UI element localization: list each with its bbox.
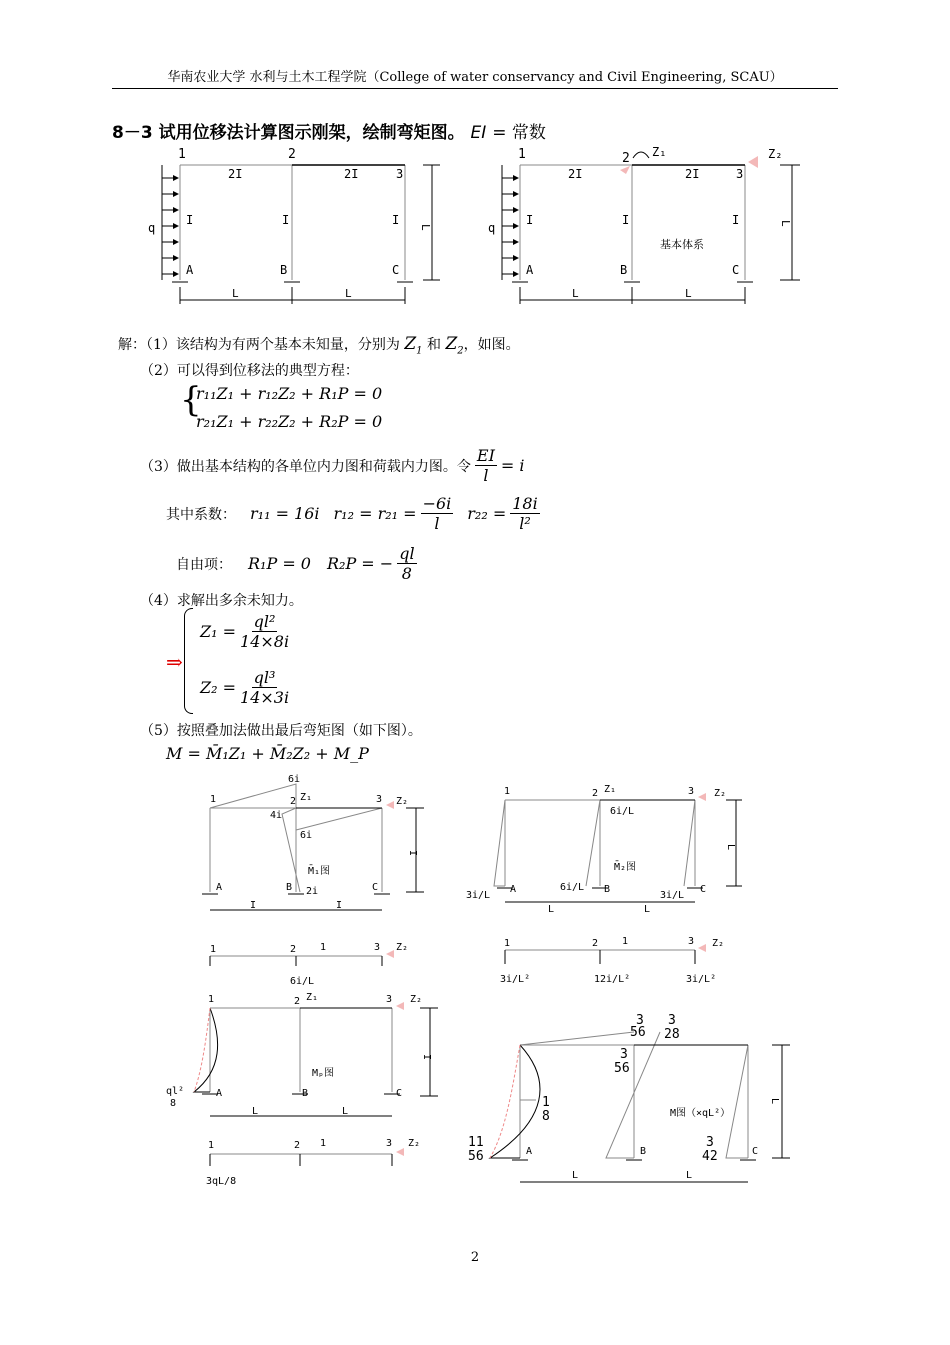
svg-text:42: 42 [702,1149,718,1164]
svg-text:L: L [252,1106,259,1117]
svg-text:L: L [342,1106,349,1117]
svg-text:3: 3 [376,794,383,805]
svg-text:11: 11 [468,1135,484,1150]
svg-text:1: 1 [320,942,327,953]
svg-text:1: 1 [208,994,215,1005]
free-terms: 自由项： R₁P = 0 R₂P = − $\frac{ql}{8}$ [176,544,415,583]
svg-text:6i/L: 6i/L [610,806,635,817]
svg-text:3i/L²: 3i/L² [686,974,717,985]
svg-text:A: A [526,263,534,277]
svg-text:C: C [732,263,740,277]
svg-text:C: C [372,882,379,893]
svg-text:I: I [186,213,194,227]
svg-text:3qL/8: 3qL/8 [206,1176,237,1187]
svg-text:Z₁: Z₁ [604,784,617,795]
svg-text:8: 8 [542,1109,550,1124]
svg-text:56: 56 [614,1061,630,1076]
svg-text:C: C [700,884,707,895]
svg-text:C: C [392,263,400,277]
equation-1: r₁₁Z₁ + r₁₂Z₂ + R₁P = 0 [196,384,383,403]
svg-text:Z₁: Z₁ [306,992,319,1003]
svg-text:2I: 2I [685,167,700,181]
step-5: （5）按照叠加法做出最后弯矩图（如下图）。 [140,723,422,739]
svg-text:I: I [421,1054,432,1061]
svg-text:Z₂: Z₂ [396,942,409,953]
svg-text:M̄₂图: M̄₂图 [614,862,637,873]
svg-text:L: L [572,287,579,300]
svg-text:8: 8 [170,1098,177,1109]
svg-text:q: q [148,221,156,235]
svg-text:3: 3 [636,1013,644,1028]
solution-z2: Z₂ = $\frac{\text{ql³}}{14\times 3i}$ [200,668,290,707]
page-header: 华南农业大学 水利与土木工程学院（College of water conservancy and Civil Engineering, SCAU） [167,70,783,85]
svg-text:4i: 4i [270,810,283,821]
svg-text:L: L [572,1170,579,1181]
svg-text:I: I [526,213,534,227]
svg-text:L: L [725,844,736,851]
svg-text:3: 3 [620,1047,628,1062]
svg-text:1: 1 [210,794,217,805]
svg-text:56: 56 [468,1149,484,1164]
svg-text:I: I [282,213,290,227]
svg-text:q: q [488,221,496,235]
svg-text:6i: 6i [288,774,301,785]
svg-text:Z₂: Z₂ [768,147,783,161]
svg-text:A: A [216,1088,223,1099]
final-equation: M = M̄₁Z₁ + M̄₂Z₂ + M_P [166,744,369,763]
svg-text:Z₂: Z₂ [408,1138,421,1149]
svg-text:Mₚ图: Mₚ图 [312,1068,335,1079]
svg-text:B: B [286,882,293,893]
svg-text:3: 3 [706,1135,714,1150]
svg-text:Z₁: Z₁ [652,145,667,159]
step-4: （4）求解出多余未知力。 [140,593,303,609]
svg-text:3: 3 [736,167,744,181]
node-1: 1 [178,147,186,162]
svg-text:Z₁: Z₁ [300,792,313,803]
svg-text:B: B [620,263,628,277]
svg-text:C: C [752,1146,759,1157]
svg-text:Z₂: Z₂ [410,994,423,1005]
svg-text:1: 1 [622,936,629,947]
svg-text:I: I [392,213,400,227]
svg-text:2I: 2I [344,167,359,181]
svg-text:3: 3 [374,942,381,953]
svg-text:2: 2 [592,938,599,949]
svg-text:C: C [396,1088,403,1099]
svg-text:I: I [732,213,740,227]
svg-text:L: L [769,1098,780,1105]
svg-text:1: 1 [504,938,511,949]
problem-figures [140,142,820,312]
svg-text:1: 1 [210,944,217,955]
svg-text:2I: 2I [568,167,583,181]
svg-text:2I: 2I [228,167,243,181]
svg-text:12i/L²: 12i/L² [594,974,631,985]
svg-text:3: 3 [386,1138,393,1149]
svg-text:6i/L: 6i/L [290,976,315,987]
coefficients: 其中系数： r₁₁ = 16i r₁₂ = r₂₁ = $\frac{-6i}{l}$ r₂₂ = $\frac{18i}{\text{l²}}$ [166,494,538,533]
svg-text:2: 2 [622,151,630,166]
node-2: 2 [288,147,296,162]
svg-text:L: L [779,220,792,227]
svg-text:L: L [686,1170,693,1181]
svg-text:M̄₁图: M̄₁图 [308,866,331,877]
equation-2: r₂₁Z₁ + r₂₂Z₂ + R₂P = 0 [196,412,383,431]
svg-text:B: B [640,1146,647,1157]
svg-text:2: 2 [290,796,297,807]
svg-text:M图（×qL²）: M图（×qL²） [670,1108,731,1119]
svg-text:28: 28 [664,1027,680,1042]
svg-text:1: 1 [320,1138,327,1149]
page-number: 2 [470,1250,480,1265]
svg-text:6i/L: 6i/L [560,882,585,893]
svg-text:1: 1 [542,1095,550,1110]
svg-text:3: 3 [668,1013,676,1028]
svg-text:L: L [232,287,239,300]
svg-text:I: I [622,213,630,227]
svg-text:I: I [407,850,418,857]
question-title: 8－3 试用位移法计算图示刚架，绘制弯矩图。 EI = 常数 [112,123,546,143]
header-rule [112,88,838,89]
svg-text:Z₂: Z₂ [714,788,727,799]
svg-text:L: L [345,287,352,300]
svg-text:B: B [604,884,611,895]
svg-text:3i/L: 3i/L [466,890,491,901]
svg-text:L: L [548,904,555,915]
node-3: 3 [396,167,404,181]
svg-text:ql²: ql² [166,1086,185,1097]
solution-z1: Z₁ = $\frac{\text{ql²}}{14\times 8i}$ [200,612,290,651]
svg-text:2: 2 [592,788,599,799]
svg-text:2: 2 [290,944,297,955]
svg-text:L: L [644,904,651,915]
svg-text:3i/L: 3i/L [660,890,685,901]
svg-text:Z₂: Z₂ [396,796,409,807]
step-3: （3）做出基本结构的各单位内力图和荷载内力图。令 $\frac{EI}{l}$ = i [140,446,525,485]
svg-text:L: L [419,224,432,231]
svg-text:A: A [526,1146,533,1157]
svg-text:A: A [186,263,194,277]
svg-text:3: 3 [386,994,393,1005]
svg-text:B: B [280,263,288,277]
svg-text:2: 2 [294,1140,301,1151]
step-1: 解：（1）该结构为有两个基本未知量，分别为 $Z_1$ 和 $Z_2$，如图。 [118,334,520,357]
svg-text:B: B [302,1088,309,1099]
svg-text:Z₂: Z₂ [712,938,725,949]
svg-text:3: 3 [688,936,695,947]
svg-text:56: 56 [630,1025,646,1040]
svg-text:2: 2 [294,996,301,1007]
svg-text:A: A [510,884,517,895]
step-2: （2）可以得到位移法的典型方程： [140,363,359,379]
svg-text:1: 1 [504,786,511,797]
svg-text:I: I [250,900,257,911]
svg-text:3: 3 [688,786,695,797]
svg-text:6i: 6i [300,830,313,841]
svg-text:L: L [685,287,692,300]
svg-text:1: 1 [208,1140,215,1151]
svg-text:A: A [216,882,223,893]
svg-text:2i: 2i [306,886,319,897]
svg-text:3i/L²: 3i/L² [500,974,531,985]
svg-text:1: 1 [518,147,526,162]
svg-text:基本体系: 基本体系 [660,238,704,251]
moment-diagrams [160,770,800,1190]
svg-text:I: I [336,900,343,911]
